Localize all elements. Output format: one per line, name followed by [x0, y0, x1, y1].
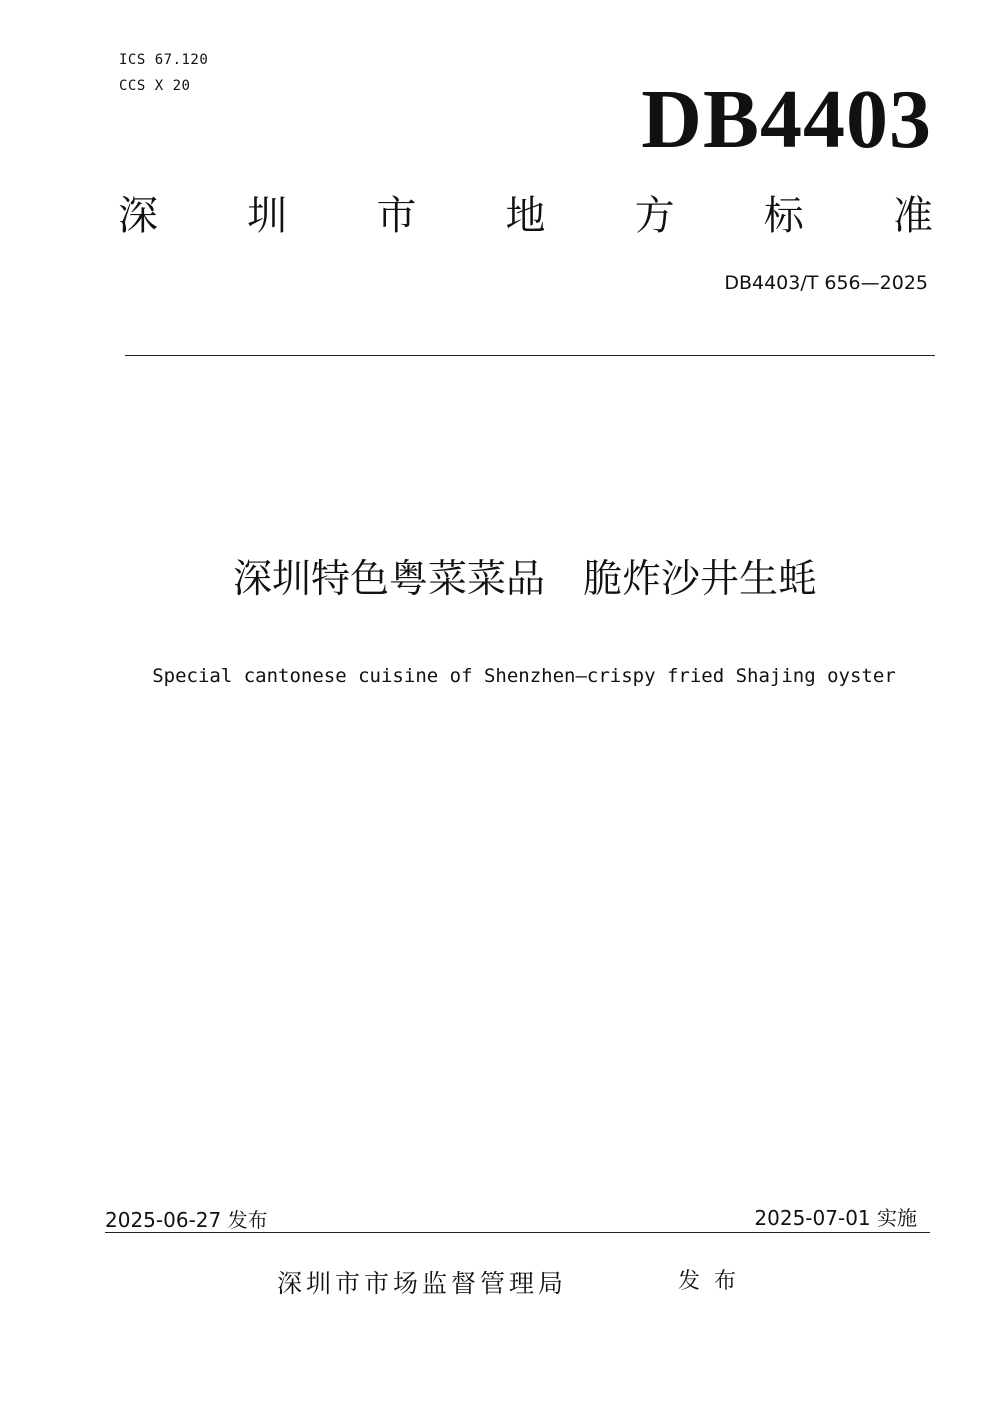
footer-divider	[105, 1232, 930, 1233]
header-divider	[125, 355, 935, 356]
doc-type-char: 准	[892, 193, 933, 239]
doc-type-char: 标	[763, 193, 804, 239]
ccs-code: CCS X 20	[119, 78, 191, 94]
chinese-title	[0, 557, 1000, 604]
issuing-authority: 深圳市市场监督管理局	[277, 1269, 568, 1298]
chinese-title-part2: 脆炸沙井生蚝	[583, 557, 818, 602]
db4403-logo: DB4403	[641, 73, 932, 166]
issue-label: 发布	[678, 1269, 751, 1294]
doc-type-char: 深	[118, 193, 158, 239]
doc-type-char: 市	[376, 193, 417, 239]
chinese-title-part1: 深圳特色粤菜菜品	[232, 557, 545, 602]
doc-type-char: 圳	[247, 193, 288, 239]
implementation-date: 2025-07-01 实施	[754, 1206, 917, 1230]
publish-date: 2025-06-27 发布	[105, 1208, 268, 1232]
doc-type-char: 方	[634, 193, 675, 239]
english-title: Special cantonese cuisine of Shenzhen—crispy fried Shajing oyster	[152, 665, 896, 687]
document-type-heading	[118, 193, 933, 239]
doc-type-char: 地	[505, 193, 546, 239]
ics-code: ICS 67.120	[119, 52, 209, 68]
standard-number: DB4403/T 656—2025	[724, 272, 928, 294]
